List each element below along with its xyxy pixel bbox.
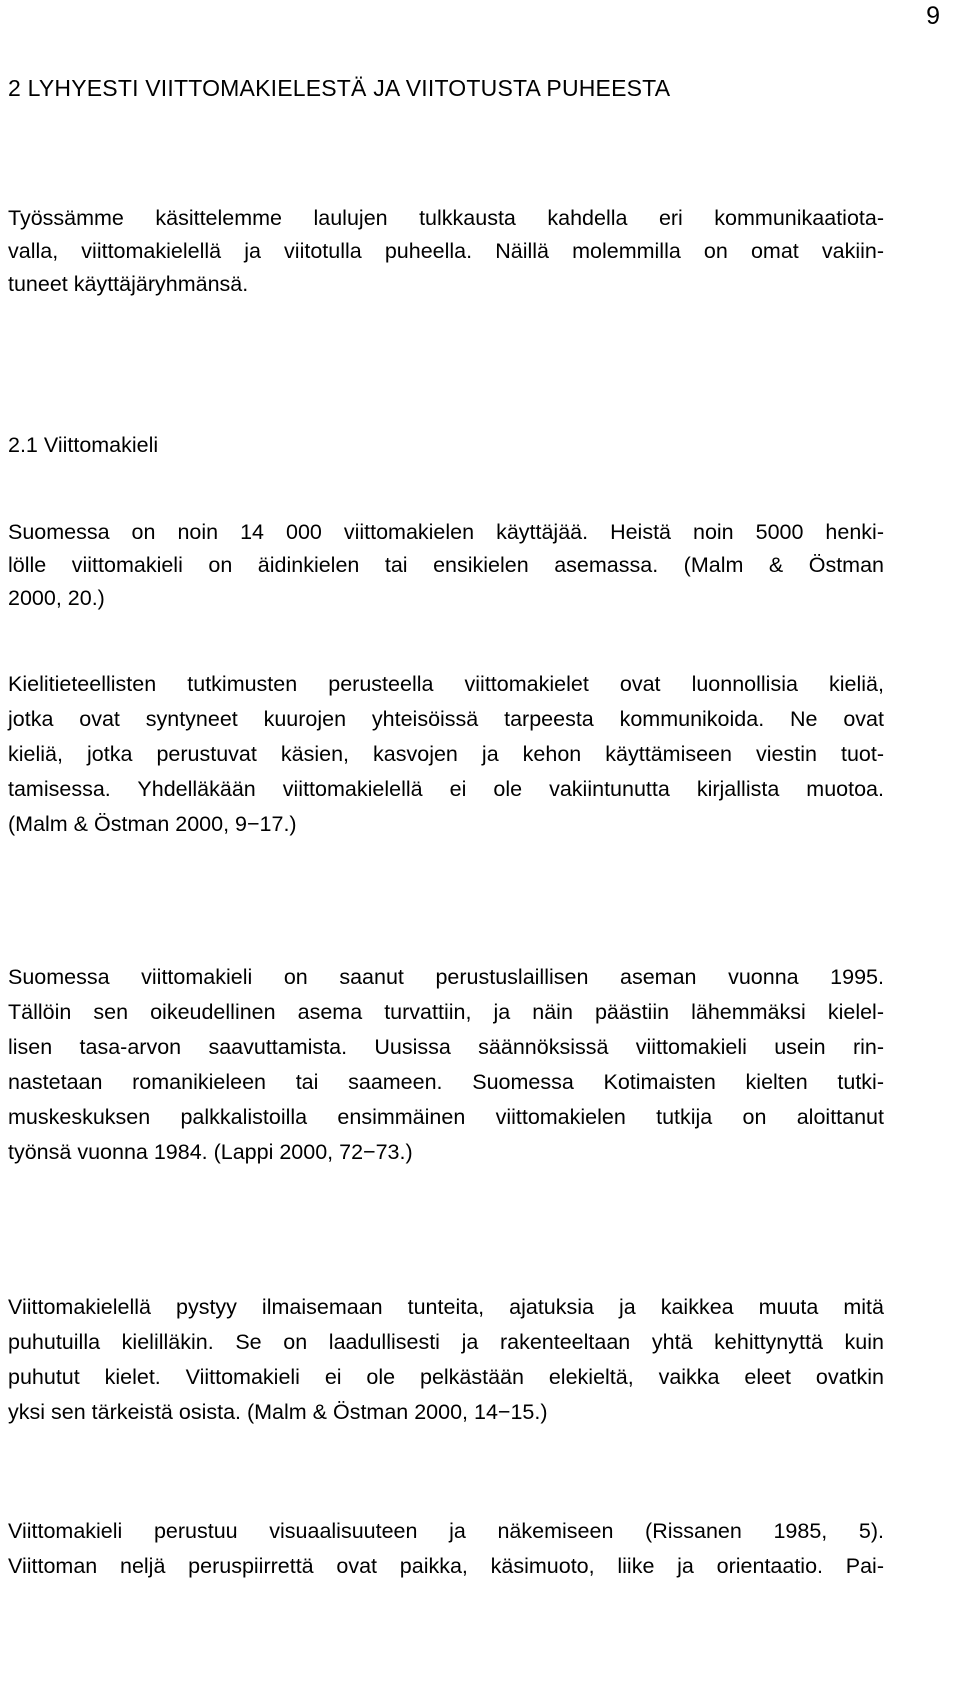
text-line: valla, viittomakielellä ja viitotulla puheella. Näillä molemmilla on omat vakiin- — [8, 239, 884, 263]
text-line: yksi sen tärkeistä osista. (Malm & Östman 2000, 14−15.) — [8, 1400, 548, 1424]
text-line: Viittomakielellä pystyy ilmaisemaan tunteita, ajatuksia ja kaikkea muuta mitä — [8, 1295, 884, 1319]
text-line: Tällöin sen oikeudellinen asema turvattiin, ja näin päästiin lähemmäksi kielel- — [8, 1000, 884, 1024]
text-line: tuneet käyttäjäryhmänsä. — [8, 272, 249, 296]
text-line: Suomessa on noin 14 000 viittomakielen käyttäjää. Heistä noin 5000 henki- — [8, 520, 884, 544]
paragraph — [8, 518, 884, 613]
section-heading: 2.1 Viittomakieli — [8, 433, 159, 457]
paragraph — [8, 1293, 884, 1427]
text-line: jotka ovat syntyneet kuurojen yhteisöissä tarpeesta kommunikoida. Ne ovat — [8, 707, 884, 731]
text-line: kieliä, jotka perustuvat käsien, kasvojen ja kehon käyttämiseen viestin tuot- — [8, 742, 884, 766]
chapter-heading: 2 LYHYESTI VIITTOMAKIELESTÄ JA VIITOTUSTA PUHEESTA — [8, 75, 671, 101]
text-line: Työssämme käsittelemme laulujen tulkkausta kahdella eri kommunikaatiota- — [8, 206, 884, 230]
text-line: puhutut kielet. Viittomakieli ei ole pelkästään elekieltä, vaikka eleet ovatkin — [8, 1365, 884, 1389]
text-line: tamisessa. Yhdelläkään viittomakielellä ei ole vakiintunutta kirjallista muotoa. — [8, 777, 884, 801]
text-line: muskeskuksen palkkalistoilla ensimmäinen viittomakielen tutkija on aloittanut — [8, 1105, 884, 1129]
text-line: nastetaan romanikieleen tai saameen. Suomessa Kotimaisten kielten tutki- — [8, 1070, 884, 1094]
text-line: Kielitieteellisten tutkimusten perusteella viittomakielet ovat luonnollisia kieliä, — [8, 672, 884, 696]
text-line: Viittoman neljä peruspiirrettä ovat paikka, käsimuoto, liike ja orientaatio. Pai- — [8, 1554, 884, 1578]
paragraph — [8, 1517, 884, 1581]
text-line: 2000, 20.) — [8, 586, 105, 610]
intro-paragraph — [8, 204, 884, 299]
text-line: puhutuilla kielilläkin. Se on laadullisesti ja rakenteeltaan yhtä kehittynyttä kuin — [8, 1330, 884, 1354]
text-line: lölle viittomakieli on äidinkielen tai ensikielen asemassa. (Malm & Östman — [8, 553, 884, 577]
text-line: työnsä vuonna 1984. (Lappi 2000, 72−73.) — [8, 1140, 413, 1164]
page-number: 9 — [926, 2, 940, 30]
paragraph — [8, 670, 884, 839]
text-line: lisen tasa-arvon saavuttamista. Uusissa säännöksissä viittomakieli usein rin- — [8, 1035, 884, 1059]
text-line: Viittomakieli perustuu visuaalisuuteen ja näkemiseen (Rissanen 1985, 5). — [8, 1519, 884, 1543]
paragraph — [8, 963, 884, 1167]
text-line: (Malm & Östman 2000, 9−17.) — [8, 812, 297, 836]
text-line: Suomessa viittomakieli on saanut perustuslaillisen aseman vuonna 1995. — [8, 965, 884, 989]
